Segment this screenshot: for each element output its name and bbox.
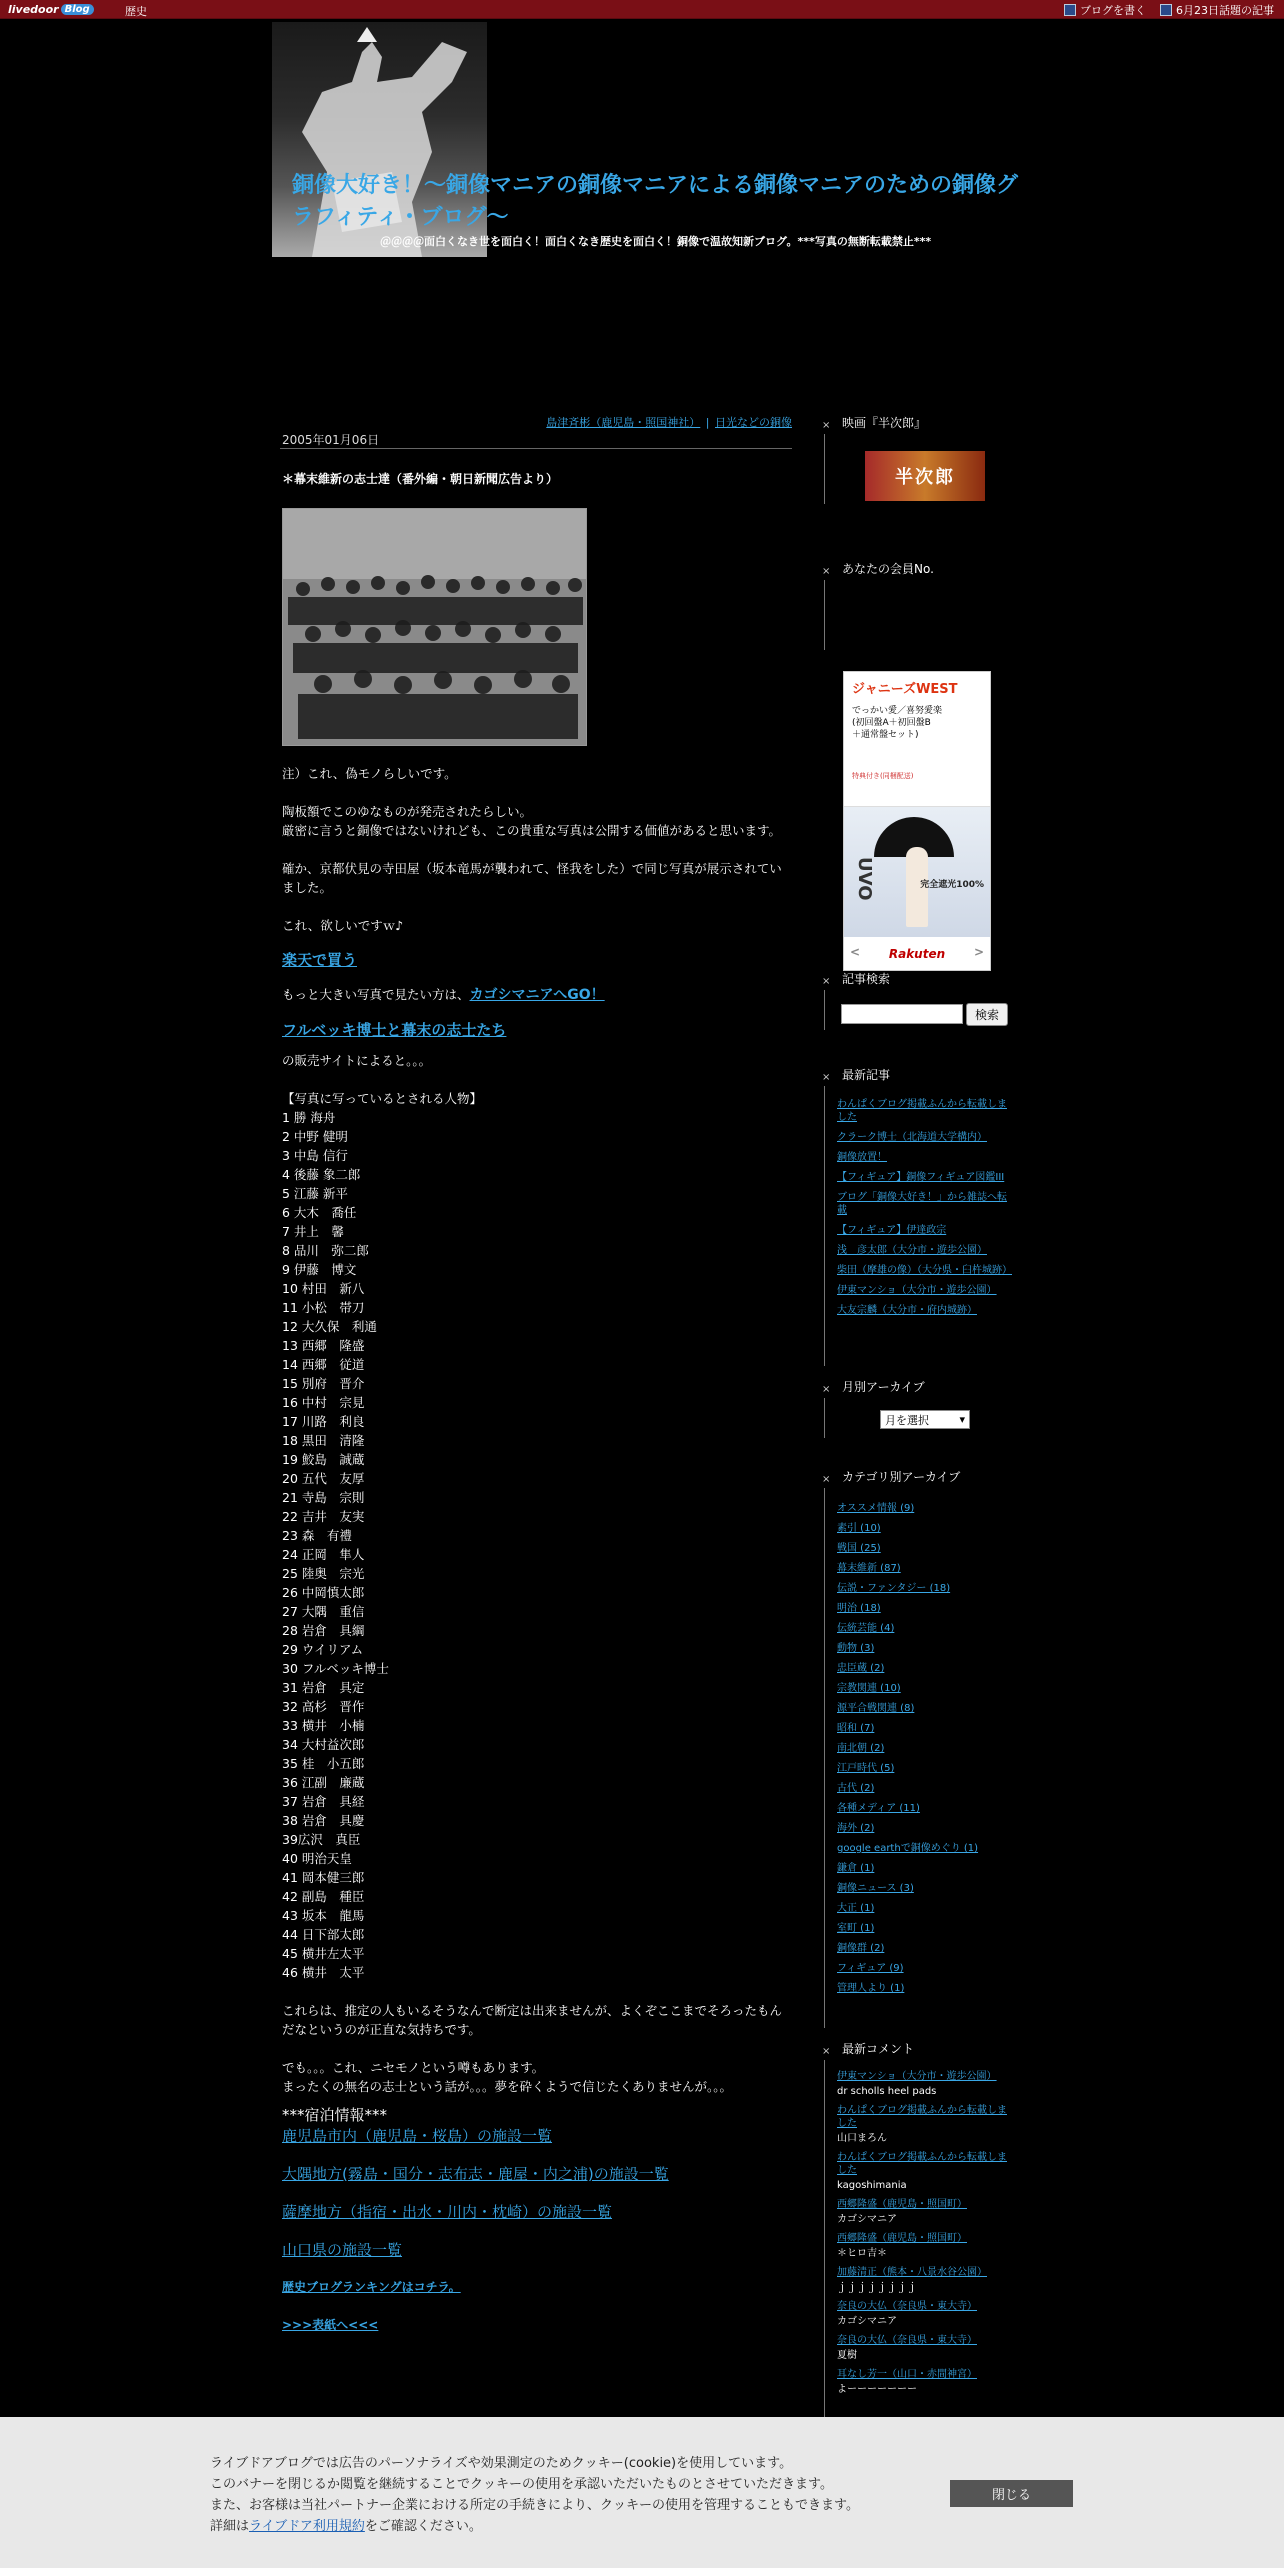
category-item[interactable]	[837, 1882, 1012, 1895]
blog-title[interactable]: 銅像大好き！～銅像マニアの銅像マニアによる銅像マニアのための銅像グラフィティ・ブログ～	[292, 173, 1019, 230]
person-item: 5 江藤 新平	[282, 1186, 348, 1201]
person-item: 32 高杉 晋作	[282, 1699, 365, 1714]
monthly-title: 月別アーカイブ	[842, 1380, 925, 1394]
terms-link[interactable]: ライブドア利用規約	[249, 2519, 365, 2534]
person-item: 36 江副 廉蔵	[282, 1775, 365, 1790]
recent-post-item[interactable]	[837, 1224, 1012, 1237]
persons-list	[282, 1108, 792, 1982]
category-link[interactable]: オススメ情報 (9)	[837, 1503, 915, 1514]
topics-link[interactable]	[1160, 2, 1274, 18]
persons-header: 【写真に写っているとされる人物】	[282, 1091, 483, 1106]
person-item: 27 大隅 重信	[282, 1604, 365, 1619]
category-link[interactable]: 鎌倉 (1)	[837, 1863, 875, 1874]
category-item[interactable]	[837, 1682, 1012, 1695]
paragraph: まったくの無名の志士という話が。。。夢を砕くようで信じたくありませんが。。。	[282, 2079, 733, 2094]
section-mark-icon: ×	[822, 1384, 831, 1395]
movie-title: 映画『半次郎』	[842, 416, 927, 430]
movie-banner[interactable]: 半次郎	[865, 451, 985, 501]
prev-post-link[interactable]: 島津斉彬（鹿児島・照国神社）	[546, 416, 701, 429]
breadcrumb	[280, 414, 792, 430]
comment-item	[837, 2300, 1012, 2328]
recent-post-link[interactable]: 銅像放置！	[837, 1152, 887, 1163]
topics-label: 6月23日話題の記事	[1176, 4, 1274, 17]
divider	[824, 1086, 825, 1366]
ad-small-text: 特典付き(同梱配送)	[852, 772, 914, 780]
cookie-line	[210, 2516, 859, 2537]
write-blog-label: ブログを書く	[1080, 4, 1146, 17]
lodging-link-osumi[interactable]: 大隅地方(霧島・国分・志布志・鹿屋・内之浦)の施設一覧	[282, 2165, 669, 2183]
recent-post-link[interactable]: 柴田（摩雄の像）（大分県・臼杵城跡）	[837, 1265, 1012, 1276]
category-item[interactable]	[837, 1802, 1012, 1815]
category-link[interactable]: 明治 (18)	[837, 1603, 881, 1614]
category-item[interactable]	[837, 1502, 1012, 1515]
paragraph: 陶板額でこのゆなものが発売されたらしい。	[282, 804, 533, 819]
category-item[interactable]	[837, 1622, 1012, 1635]
recent-post-item[interactable]	[837, 1244, 1012, 1257]
paragraph: 確か、京都伏見の寺田屋（坂本竜馬が襲われて、怪我をした）で同じ写真が展示されていました。	[282, 861, 782, 895]
section-mark-icon: ×	[822, 976, 831, 987]
category-link[interactable]: 室町 (1)	[837, 1923, 875, 1934]
chevron-right-icon[interactable]: >	[973, 945, 984, 959]
calendar-icon	[1160, 4, 1172, 16]
person-item: 29 ウイリアム	[282, 1642, 364, 1657]
person-item: 13 西郷 隆盛	[282, 1338, 365, 1353]
group-photo[interactable]	[282, 508, 587, 746]
comment-user: 夏樹	[837, 2350, 857, 2361]
ad-product[interactable]	[844, 672, 990, 807]
category-item[interactable]	[837, 1662, 1012, 1675]
person-item: 17 川路 利良	[282, 1414, 365, 1429]
recent-post-link[interactable]: 伊東マンショ（大分市・遊歩公園）	[837, 1285, 997, 1296]
recent-post-link[interactable]: ブログ「銅像大好き！」から雑誌へ転載	[837, 1192, 1007, 1216]
livedoor-blog-logo[interactable]	[8, 2, 94, 16]
note-text: 注）これ、偽モノらしいです。	[282, 766, 457, 781]
comment-user: よーーーーーーー	[837, 2384, 917, 2395]
recent-list	[822, 1098, 1012, 1317]
category-item[interactable]	[837, 1542, 1012, 1555]
paragraph: 厳密に言うと銅像ではないけれども、この貴重な写真は公開する価値があると思います。	[282, 823, 782, 838]
recent-post-link[interactable]: 浅 彦太郎（大分市・遊歩公園）	[837, 1245, 987, 1256]
section-mark-icon: ×	[822, 2046, 831, 2057]
person-item: 37 岩倉 具経	[282, 1794, 365, 1809]
section-mark-icon: ×	[822, 566, 831, 577]
person-item: 16 中村 宗見	[282, 1395, 365, 1410]
person-item: 6 大木 喬任	[282, 1205, 357, 1220]
post-title: ＊幕末維新の志士達（番外編・朝日新聞広告より）	[282, 472, 559, 486]
category-link[interactable]: 銅像ニュース (3)	[837, 1883, 914, 1894]
lodging-header: ***宿泊情報***	[282, 2106, 388, 2124]
kagoshimania-link[interactable]: カゴシマニアへGO！	[469, 987, 605, 1003]
comment-item	[837, 2198, 1012, 2226]
post-body	[282, 764, 792, 2335]
category-link[interactable]: 管理人より (1)	[837, 1983, 905, 1994]
rakuten-buy-link[interactable]: 楽天で買う	[282, 951, 358, 969]
category-link[interactable]: 宗教関連 (10)	[837, 1683, 901, 1694]
category-item[interactable]	[837, 1642, 1012, 1655]
chevron-left-icon[interactable]: <	[850, 945, 861, 959]
person-item: 26 中岡慎太郎	[282, 1585, 365, 1600]
cookie-text	[210, 2453, 859, 2537]
comment-post-link[interactable]: 西郷隆盛（鹿児島・照国町）	[837, 2233, 967, 2244]
divider	[824, 990, 825, 1030]
top-bar	[0, 0, 1284, 19]
person-item: 23 森 有禮	[282, 1528, 352, 1543]
ad-footer	[844, 937, 990, 970]
category-item[interactable]	[837, 1962, 1012, 1975]
paragraph: これらは、推定の人もいるそうなんで断定は出来ませんが、よくぞここまでそろったもんだなというのが正直な気持ちです。	[282, 2003, 783, 2037]
comment-post-link[interactable]: 奈良の大仏（奈良県・東大寺）	[837, 2335, 977, 2346]
person-item: 4 後藤 象二郎	[282, 1167, 361, 1182]
source-line: の販売サイトによると。。。	[282, 1053, 432, 1068]
comment-post-link[interactable]: わんぱくブログ掲載ふんから転載しました	[837, 2105, 1007, 2129]
rakuten-logo: Rakuten	[888, 946, 946, 961]
person-item: 22 吉井 友実	[282, 1509, 365, 1524]
divider	[280, 448, 792, 449]
person-item: 3 中島 信行	[282, 1148, 348, 1163]
category-link[interactable]: 幕末維新 (87)	[837, 1563, 901, 1574]
person-item: 33 横井 小楠	[282, 1718, 365, 1733]
person-item: 19 鮫島 誠蔵	[282, 1452, 365, 1467]
category-link[interactable]: google earthで銅像めぐり (1)	[837, 1843, 979, 1854]
comment-user: ｊｊｊｊｊｊｊｊ	[837, 2282, 917, 2293]
chevron-down-icon: ▾	[959, 1413, 965, 1426]
person-item: 10 村田 新八	[282, 1281, 365, 1296]
logo-blog-text: Blog	[61, 4, 94, 15]
recent-post-item[interactable]	[837, 1191, 1012, 1217]
sidebar-heading	[822, 2040, 1012, 2058]
sidebar-member	[822, 560, 1012, 578]
sidebar-monthly	[822, 1378, 1012, 1396]
person-item: 7 井上 馨	[282, 1224, 344, 1239]
comment-post-link[interactable]: 奈良の大仏（奈良県・東大寺）	[837, 2301, 977, 2312]
comment-item	[837, 2334, 1012, 2362]
category-item[interactable]	[837, 1722, 1012, 1735]
category-link[interactable]: 江戸時代 (5)	[837, 1763, 895, 1774]
category-item[interactable]	[837, 1562, 1012, 1575]
category-link[interactable]: 源平合戦関連 (8)	[837, 1703, 915, 1714]
person-item: 21 寺島 宗則	[282, 1490, 365, 1505]
blog-description: ＠＠＠＠面白くなき世を面白く！面白くなき歴史を面白く！銅像で温故知新ブログ。***写真の無断転載禁止***	[380, 235, 932, 248]
cover-link[interactable]: >>>表紙へ<<<	[282, 2318, 379, 2332]
category-item[interactable]	[837, 1762, 1012, 1775]
category-link[interactable]: 動物 (3)	[837, 1643, 875, 1654]
comment-post-link[interactable]: わんぱくブログ掲載ふんから転載しました	[837, 2152, 1007, 2176]
recent-post-item[interactable]	[837, 1284, 1012, 1297]
person-item: 43 坂本 龍馬	[282, 1908, 365, 1923]
comments-list	[822, 2070, 1012, 2396]
comment-item	[837, 2151, 1012, 2192]
person-item: 45 横井左太平	[282, 1946, 365, 1961]
ad-brand: ジャニーズWEST	[852, 682, 958, 697]
cookie-line: また、お客様は当社パートナー企業における所定の手続きにより、クッキーの使用を管理することもできます。	[210, 2498, 859, 2513]
person-item: 28 岩倉 具綱	[282, 1623, 365, 1638]
recent-post-item[interactable]	[837, 1131, 1012, 1144]
write-blog-link[interactable]	[1064, 2, 1146, 18]
cookie-line: このバナーを閉じるか閲覧を継続することでクッキーの使用を承認いただいたものとさせていただきます。	[210, 2477, 833, 2492]
close-button[interactable]: 閉じる	[950, 2480, 1073, 2507]
category-link[interactable]: 伝統芸能 (4)	[837, 1623, 895, 1634]
ad-desc: でっかい愛／喜努愛楽 (初回盤A＋初回盤B ＋通常盤セット)	[852, 706, 943, 740]
lodging-link-satsuma[interactable]: 薩摩地方（指宿・出水・川内・枕崎）の施設一覧	[282, 2203, 613, 2221]
recent-post-item[interactable]	[837, 1264, 1012, 1277]
comment-user: 山口まろん	[837, 2133, 887, 2144]
paragraph: これ、欲しいですｗ♪	[282, 918, 404, 933]
category-link[interactable]: 昭和 (7)	[837, 1723, 875, 1734]
category-link[interactable]: 銅像群 (2)	[837, 1943, 885, 1954]
comment-user: kagoshimania	[837, 2180, 907, 2191]
larger-photo-prefix: もっと大きい写真で見たい方は、	[282, 987, 470, 1002]
sidebar-movie	[822, 414, 1012, 432]
category-item[interactable]	[837, 1602, 1012, 1615]
sidebar-heading	[822, 414, 1012, 432]
cookie-banner	[0, 2417, 1284, 2568]
sidebar-heading	[822, 1468, 1012, 1486]
divider	[824, 1488, 825, 2028]
person-item: 18 黒田 清隆	[282, 1433, 365, 1448]
category-item[interactable]	[837, 1822, 1012, 1835]
person-item: 14 西郷 従道	[282, 1357, 365, 1372]
next-post-link[interactable]: 日光などの銅像	[715, 416, 792, 429]
category-item[interactable]	[837, 1982, 1012, 1995]
comment-user: カゴシマニア	[837, 2316, 897, 2327]
ad-complete-text: 完全遮光100%	[920, 880, 984, 890]
category-link[interactable]: 南北朝 (2)	[837, 1743, 885, 1754]
ad-umbrella-image[interactable]	[844, 807, 990, 937]
paragraph: でも。。。これ、ニセモノという噂もあります。	[282, 2060, 545, 2075]
divider	[824, 2060, 825, 2420]
sidebar-recent	[822, 1066, 1012, 1324]
cookie-line: ライブドアブログでは広告のパーソナライズや効果測定のためクッキー(cookie)を使用しています。	[210, 2456, 793, 2471]
section-mark-icon: ×	[822, 1474, 831, 1485]
comment-post-link[interactable]: 加藤清正（熊本・八景水谷公園）	[837, 2267, 987, 2278]
sidebar-comments	[822, 2040, 1012, 2402]
person-item: 11 小松 帯刀	[282, 1300, 365, 1315]
category-list	[822, 1502, 1012, 1995]
comment-item	[837, 2232, 1012, 2260]
sidebar-heading	[822, 1066, 1012, 1084]
fulbecki-link[interactable]: フルベッキ博士と幕末の志士たち	[282, 1021, 507, 1039]
person-item: 24 正岡 隼人	[282, 1547, 365, 1562]
sidebar-heading	[822, 970, 1012, 988]
person-item: 2 中野 健明	[282, 1129, 348, 1144]
person-item: 35 桂 小五郎	[282, 1756, 365, 1771]
recent-post-item[interactable]	[837, 1304, 1012, 1317]
search-title: 記事検索	[842, 972, 891, 986]
recent-post-item[interactable]	[837, 1098, 1012, 1124]
post-date: 2005年01月06日	[282, 433, 380, 447]
comment-post-link[interactable]: 耳なし芳一（山口・赤間神宮）	[837, 2369, 977, 2380]
person-item: 25 陸奥 宗光	[282, 1566, 365, 1581]
person-item: 39広沢 真臣	[282, 1832, 361, 1847]
comments-title: 最新コメント	[842, 2042, 915, 2056]
month-select-value: 月を選択	[885, 1413, 929, 1427]
person-item: 40 明治天皇	[282, 1851, 352, 1866]
recent-post-link[interactable]: クラーク博士（北海道大学構内）	[837, 1132, 987, 1143]
category-link[interactable]: 各種メディア (11)	[837, 1803, 920, 1814]
category-link[interactable]: 海外 (2)	[837, 1823, 875, 1834]
recent-post-link[interactable]: わんぱくブログ掲載ふんから転載しました	[837, 1099, 1007, 1123]
cookie-prefix: 詳細は	[210, 2519, 250, 2534]
category-link[interactable]: 戦国 (25)	[837, 1543, 881, 1554]
person-item: 44 日下部太郎	[282, 1927, 365, 1942]
recent-post-item[interactable]	[837, 1151, 1012, 1164]
logo-text: livedoor	[8, 2, 59, 16]
category-link[interactable]: 素引 (10)	[837, 1523, 881, 1534]
lodging-link-yamaguchi[interactable]: 山口県の施設一覧	[282, 2241, 403, 2259]
category-item[interactable]	[837, 1902, 1012, 1915]
divider	[824, 580, 825, 650]
category-link[interactable]: 伝説・ファンタジー (18)	[837, 1583, 951, 1594]
category-item[interactable]	[837, 1862, 1012, 1875]
category-link[interactable]: 古代 (2)	[837, 1783, 875, 1794]
recent-post-link[interactable]: 【フィギュア】伊達政宗	[837, 1225, 947, 1236]
category-item[interactable]	[837, 1782, 1012, 1795]
ranking-link[interactable]: 歴史ブログランキングはコチラ。	[282, 2280, 461, 2294]
comment-item	[837, 2104, 1012, 2145]
person-item: 12 大久保 利通	[282, 1319, 377, 1334]
section-mark-icon: ×	[822, 1072, 831, 1083]
category-item[interactable]	[837, 1742, 1012, 1755]
rakuten-ad[interactable]	[843, 671, 991, 971]
cookie-suffix: をご確認ください。	[364, 2519, 482, 2534]
recent-post-link[interactable]: 大友宗麟（大分市・府内城跡）	[837, 1305, 977, 1316]
comment-post-link[interactable]: 伊東マンショ（大分市・遊歩公園）	[837, 2071, 997, 2082]
comment-item	[837, 2266, 1012, 2294]
lodging-link-kagoshima[interactable]: 鹿児島市内（鹿児島・桜島）の施設一覧	[282, 2127, 553, 2145]
person-item: 42 副島 種臣	[282, 1889, 365, 1904]
pencil-icon	[1064, 4, 1076, 16]
category-item[interactable]	[837, 1922, 1012, 1935]
divider	[824, 1398, 825, 1438]
sidebar-search	[822, 970, 1012, 988]
comment-item	[837, 2070, 1012, 2098]
person-item: 20 五代 友厚	[282, 1471, 365, 1486]
category-link[interactable]: 忠臣蔵 (2)	[837, 1663, 885, 1674]
category-item[interactable]	[837, 1522, 1012, 1535]
comment-user: カゴシマニア	[837, 2214, 897, 2225]
category-title: カテゴリ別アーカイブ	[842, 1470, 961, 1484]
recent-post-link[interactable]: 【フィギュア】銅像フィギュア図鑑III	[837, 1172, 1005, 1183]
search-button[interactable]: 検索	[966, 1003, 1008, 1026]
breadcrumb-separator: |	[705, 416, 710, 429]
category-item[interactable]	[837, 1702, 1012, 1715]
recent-title: 最新記事	[842, 1068, 891, 1082]
category-link[interactable]: 大正 (1)	[837, 1903, 875, 1914]
comment-item	[837, 2368, 1012, 2396]
category-item[interactable]	[837, 1582, 1012, 1595]
top-right-links	[1064, 2, 1274, 18]
category-item[interactable]	[837, 1842, 1012, 1855]
sidebar-heading	[822, 560, 1012, 578]
search-input[interactable]	[841, 1004, 963, 1024]
divider	[824, 434, 825, 504]
person-item: 9 伊藤 博文	[282, 1262, 357, 1277]
person-item: 30 フルベッキ博士	[282, 1661, 389, 1676]
section-mark-icon: ×	[822, 420, 831, 431]
comment-post-link[interactable]: 西郷隆盛（鹿児島・照国町）	[837, 2199, 967, 2210]
person-item: 46 横井 太平	[282, 1965, 365, 1980]
sidebar-heading	[822, 1378, 1012, 1396]
month-select[interactable]	[880, 1410, 970, 1429]
comment-user: dr scholls heel pads	[837, 2086, 937, 2097]
recent-post-item[interactable]	[837, 1171, 1012, 1184]
person-item: 34 大村益次郎	[282, 1737, 365, 1752]
person-item: 8 品川 弥二郎	[282, 1243, 369, 1258]
person-item: 31 岩倉 具定	[282, 1680, 365, 1695]
category-link[interactable]: 歴史	[125, 5, 147, 18]
person-item: 38 岩倉 具慶	[282, 1813, 365, 1828]
person-item: 15 別府 晋介	[282, 1376, 365, 1391]
category-item[interactable]	[837, 1942, 1012, 1955]
person-item: 1 勝 海舟	[282, 1110, 336, 1125]
sidebar-category	[822, 1468, 1012, 2002]
member-title: あなたの会員No.	[842, 562, 934, 576]
category-link[interactable]: フィギュア (9)	[837, 1963, 904, 1974]
comment-user: ＊ヒロ吉＊	[837, 2248, 887, 2259]
person-item: 41 岡本健三郎	[282, 1870, 365, 1885]
ad-uv-text: UVO	[854, 857, 875, 901]
